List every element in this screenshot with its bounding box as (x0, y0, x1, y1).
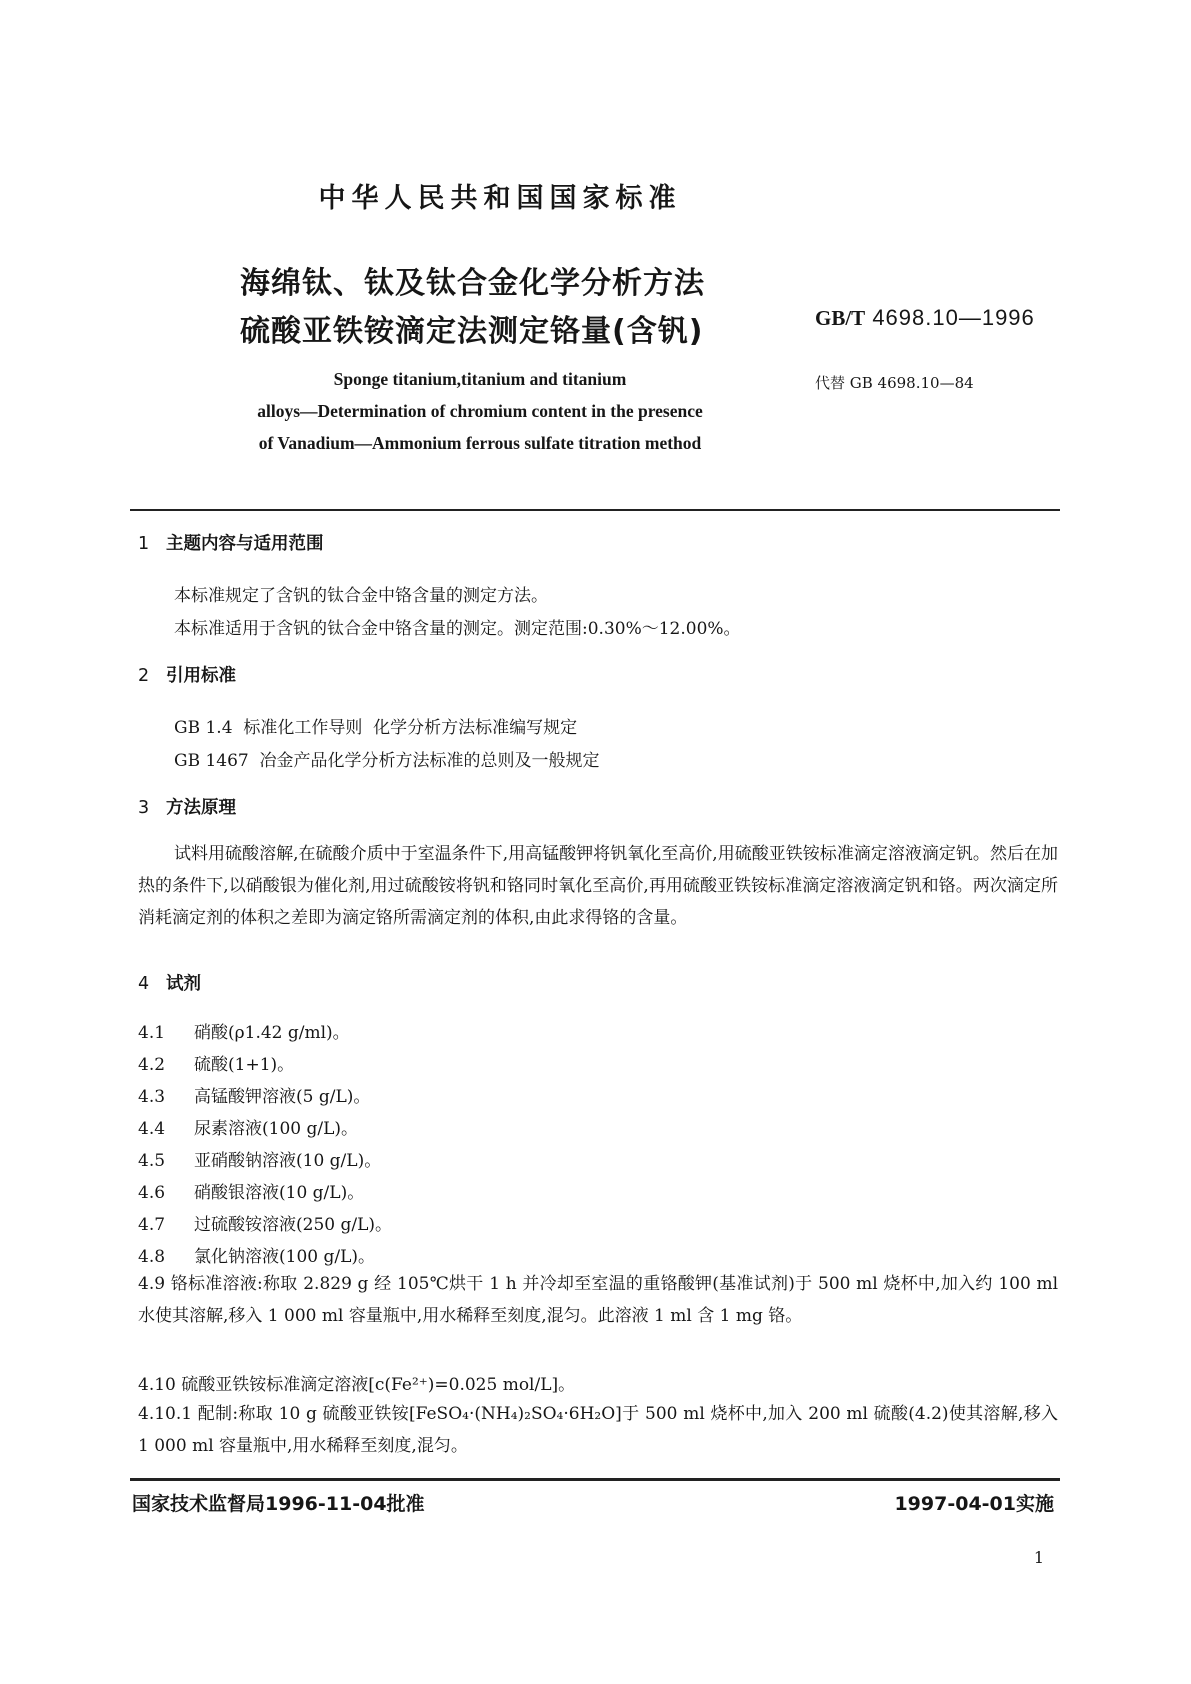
english-title-line-3: of Vanadium—Ammonium ferrous sulfate titration method (258, 433, 702, 453)
section-3-body: 试料用硫酸溶解,在硫酸介质中于室温条件下,用高锰酸钾将钒氧化至高价,用硫酸亚铁铵标准滴定溶液滴定钒。然后在加热的条件下,以硝酸银为催化剂,用过硫酸铵将钒和铬同时氧化至高价,再用硫酸亚铁铵标准滴定溶液滴定钒和铬。两次滴定所消耗滴定剂的体积之差即为滴定铬所需滴定剂的体积,由此求得铬的含量。 (138, 844, 1058, 928)
item-number: 4.5 (138, 1151, 166, 1171)
section-3-heading (138, 794, 236, 819)
reference-gb-1-4: GB 1.4 标准化工作导则 化学分析方法标准编写规定 (174, 718, 578, 738)
item-text: 尿素溶液(100 g/L)。 (194, 1119, 359, 1139)
section-title: 主题内容与适用范围 (166, 534, 324, 554)
standard-code-number: 4698.10—1996 (872, 305, 1035, 330)
reagent-item (138, 1210, 392, 1235)
section-title: 试剂 (166, 974, 201, 994)
item-text: 硝酸(ρ1.42 g/ml)。 (194, 1023, 350, 1043)
section-1-heading (138, 530, 324, 555)
header-divider (130, 509, 1060, 511)
item-number: 4.7 (138, 1215, 166, 1235)
item-text: 氯化钠溶液(100 g/L)。 (194, 1247, 376, 1267)
reagent-item-4-10: 4.10 硫酸亚铁铵标准滴定溶液[c(Fe²⁺)=0.025 mol/L]。 (138, 1375, 576, 1395)
reagent-item (138, 1178, 364, 1203)
section-1-paragraph-2: 本标准适用于含钒的钛合金中铬含量的测定。测定范围:0.30%～12.00%。 (174, 619, 741, 639)
english-title-line-1: Sponge titanium,titanium and titanium (333, 369, 627, 389)
section-number: 2 (138, 666, 150, 686)
item-text: 亚硝酸钠溶液(10 g/L)。 (194, 1151, 382, 1171)
reagent-item-4-10-1: 4.10.1 配制:称取 10 g 硫酸亚铁铵[FeSO₄·(NH₄)₂SO₄·6H₂O]于 500 ml 烧杯中,加入 200 ml 硫酸(4.2)使其溶解,移入 1 000 ml 容量瓶中,用水稀释至刻度,混匀。 (138, 1404, 1058, 1456)
replaces-note: 代替 GB 4698.10—84 (815, 374, 974, 392)
reagent-item-4-9: 4.9 铬标准溶液:称取 2.829 g 经 105℃烘干 1 h 并冷却至室温的重铬酸钾(基准试剂)于 500 ml 烧杯中,加入约 100 ml 水使其溶解,移入 1 000 ml 容量瓶中,用水稀释至刻度,混匀。此溶液 1 ml 含 1 mg 铬。 (138, 1274, 1059, 1326)
item-text: 过硫酸铵溶液(250 g/L)。 (194, 1215, 393, 1235)
title-line-2: 硫酸亚铁铵滴定法测定铬量(含钒) (240, 314, 704, 349)
item-number: 4.4 (138, 1119, 166, 1139)
section-number: 3 (138, 798, 150, 818)
item-number: 4.1 (138, 1023, 166, 1043)
reagent-item (138, 1114, 358, 1139)
section-title: 方法原理 (166, 798, 236, 818)
footer-divider (130, 1478, 1060, 1481)
reagent-item (138, 1242, 375, 1267)
section-number: 1 (138, 534, 150, 554)
approval-date: 国家技术监督局1996-11-04批准 (132, 1493, 425, 1515)
effective-date: 1997-04-01实施 (894, 1493, 1054, 1515)
item-number: 4.6 (138, 1183, 166, 1203)
page-number: 1 (1033, 1548, 1044, 1567)
standard-code (815, 305, 1035, 331)
reagent-item (138, 1146, 381, 1171)
title-line-1: 海绵钛、钛及钛合金化学分析方法 (240, 266, 705, 301)
standard-code-prefix: GB/T (815, 306, 866, 330)
item-text: 高锰酸钾溶液(5 g/L)。 (194, 1087, 371, 1107)
national-standard-heading: 中华人民共和国国家标准 (318, 183, 682, 214)
item-number: 4.2 (138, 1055, 166, 1075)
reference-gb-1467: GB 1467 冶金产品化学分析方法标准的总则及一般规定 (174, 751, 600, 771)
section-number: 4 (138, 974, 150, 994)
reagent-item (138, 1050, 294, 1075)
section-1-paragraph-1: 本标准规定了含钒的钛合金中铬含量的测定方法。 (174, 586, 548, 606)
item-text: 硫酸(1+1)。 (194, 1055, 295, 1075)
english-title-line-2: alloys—Determination of chromium content in the presence (257, 401, 703, 421)
section-2-heading (138, 662, 236, 687)
section-4-heading (138, 970, 201, 995)
item-number: 4.3 (138, 1087, 166, 1107)
section-title: 引用标准 (166, 666, 236, 686)
item-text: 硝酸银溶液(10 g/L)。 (194, 1183, 365, 1203)
item-number: 4.8 (138, 1247, 166, 1267)
reagent-item (138, 1082, 370, 1107)
reagent-item (138, 1018, 350, 1043)
